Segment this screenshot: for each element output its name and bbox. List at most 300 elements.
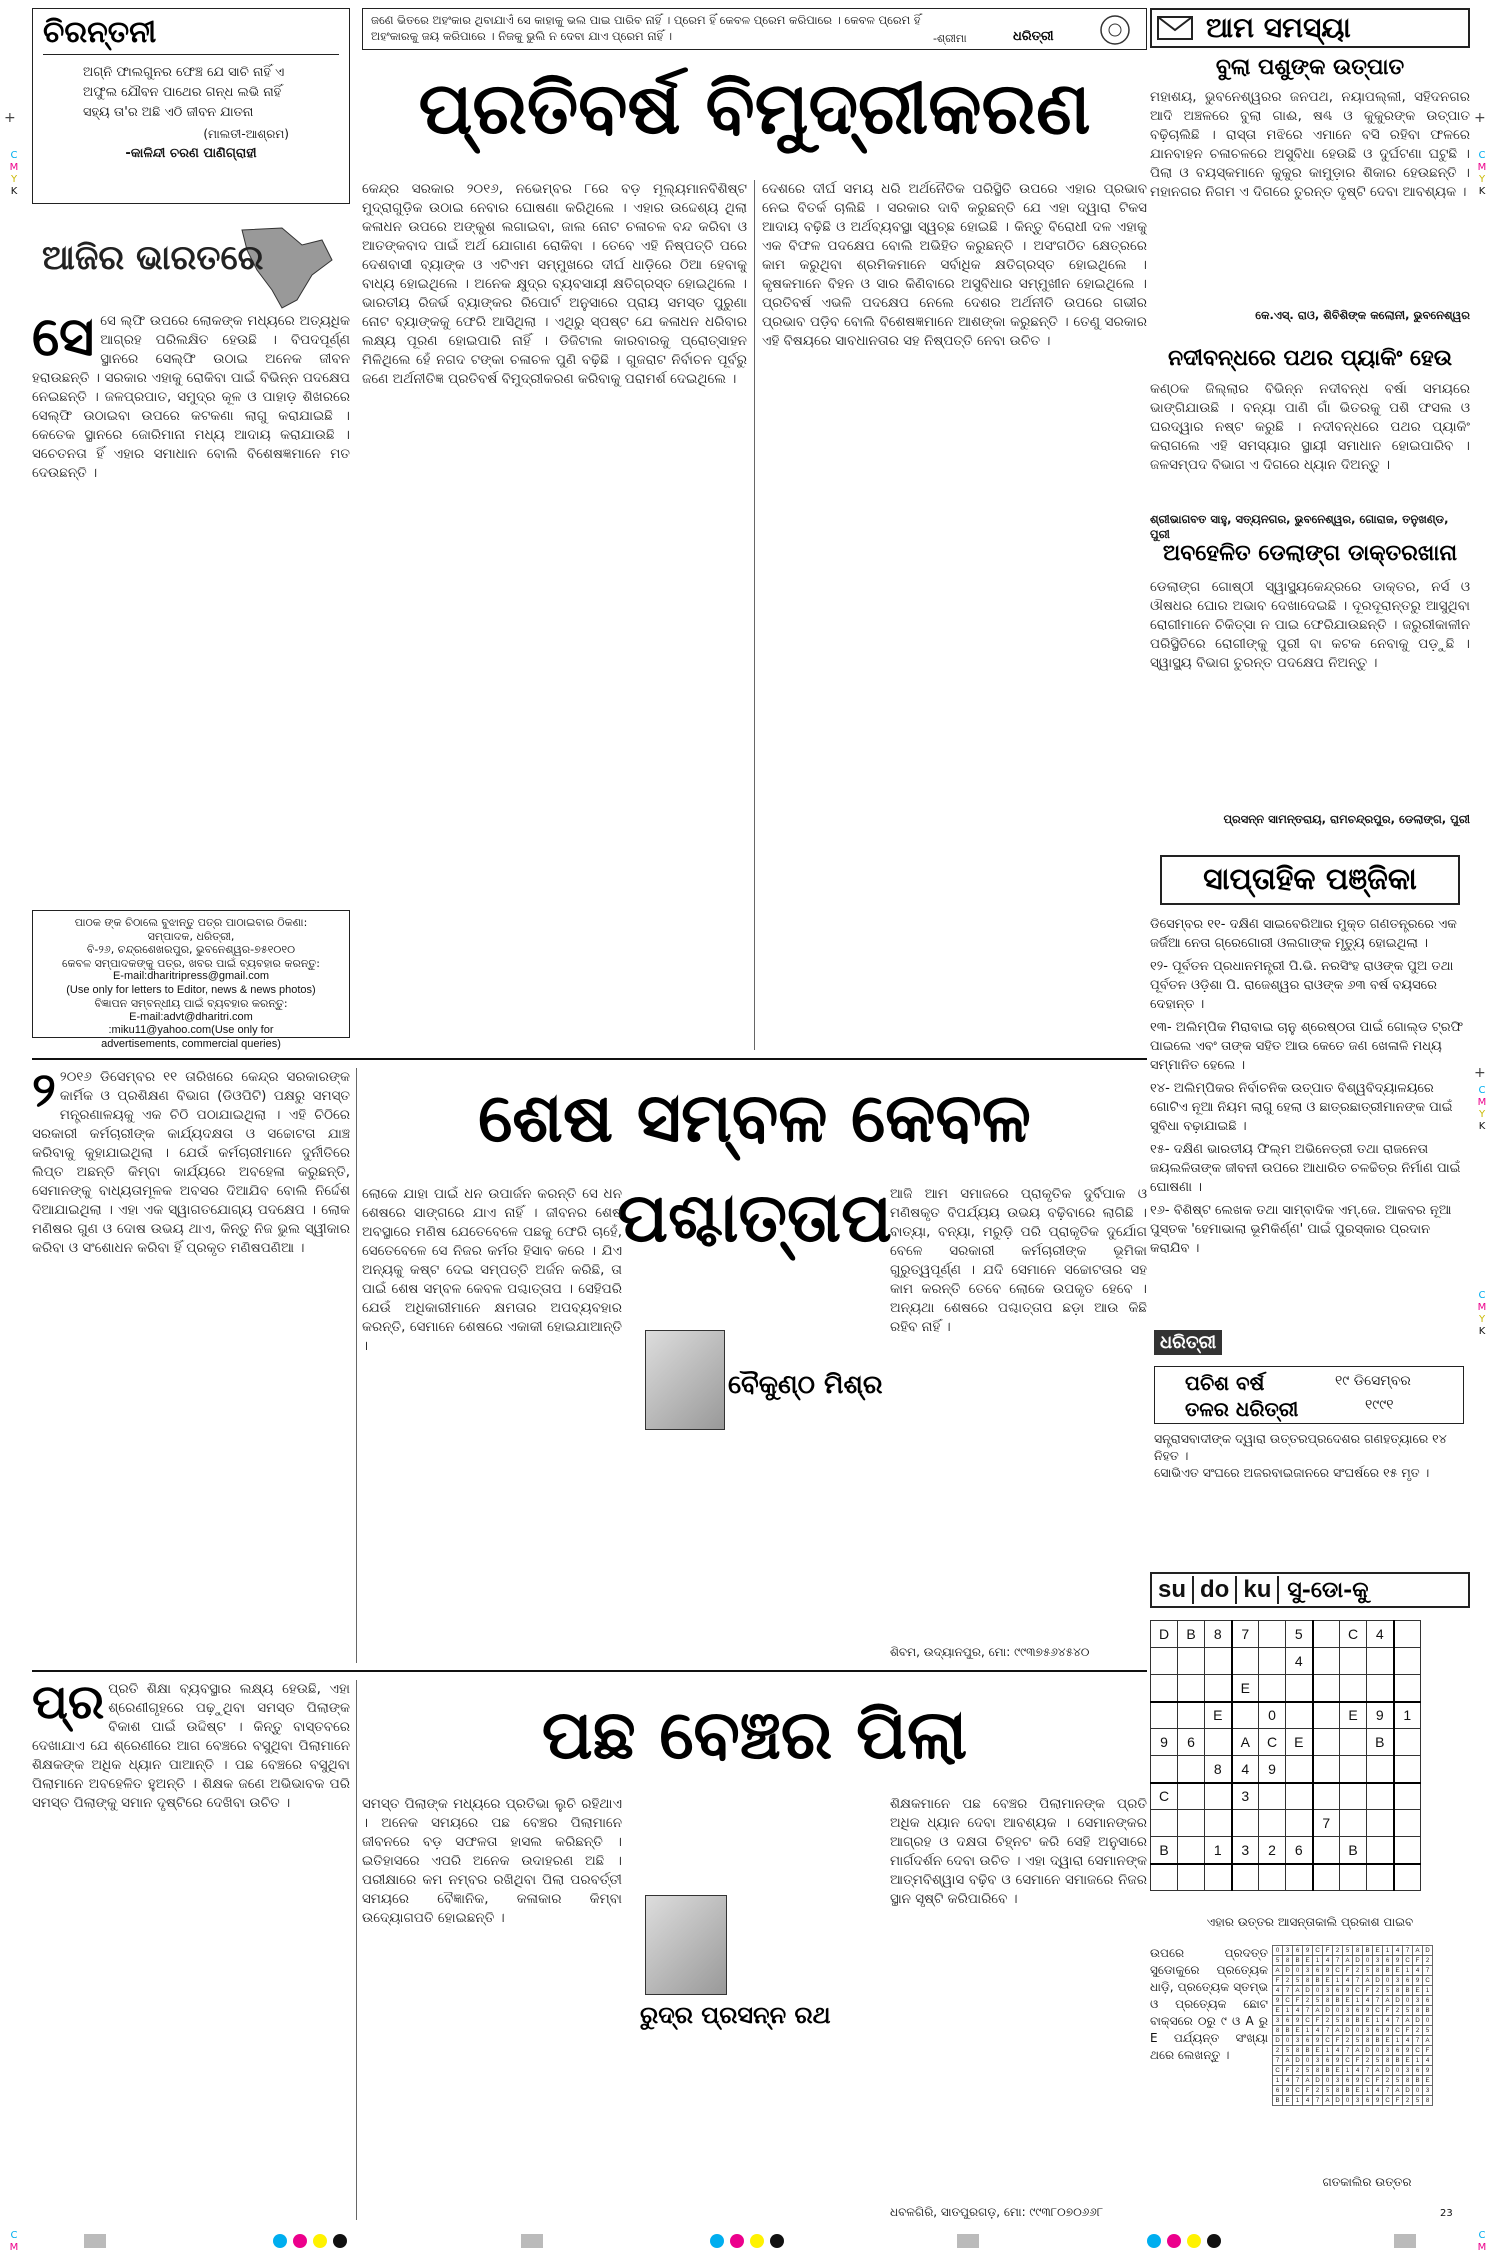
solution-cell: 1 [1313,1956,1323,1966]
solution-cell: 9 [1303,1946,1313,1956]
solution-cell: 4 [1413,1966,1423,1976]
solution-cell: 6 [1373,2026,1383,2036]
sudoku-row [1151,1702,1421,1729]
sudoku-grid-wrap [1150,1620,1421,1891]
solution-cell: 0 [1273,1946,1283,1956]
solution-cell: 5 [1363,1966,1373,1976]
solution-row [1273,2036,1433,2046]
solution-cell: E [1423,2076,1433,2086]
solution-cell: D [1393,1996,1403,2006]
sudoku-cell[interactable] [1151,1864,1178,1891]
sudoku-cell[interactable] [1313,1864,1340,1891]
sudoku-cell[interactable] [1394,1783,1421,1810]
solution-cell: C [1413,2046,1423,2056]
solution-cell: B [1423,2006,1433,2016]
pachisa-items [1154,1430,1464,1481]
yahoo-email-link[interactable]: :miku11@yahoo.com(Use only for [108,1024,274,1036]
sudoku-cell[interactable] [1340,1729,1367,1756]
sudoku-cell[interactable]: C [1340,1621,1367,1648]
sudoku-cell[interactable]: 4 [1367,1621,1394,1648]
sudoku-cell[interactable]: 9 [1367,1702,1394,1729]
solution-cell: C [1333,1966,1343,1976]
solution-cell: 7 [1393,2016,1403,2026]
chirantani-box [32,8,350,204]
solution-cell: 6 [1393,2046,1403,2056]
solution-cell: 4 [1393,1946,1403,1956]
sudoku-cell[interactable]: E [1340,1702,1367,1729]
color-registration-mark: C M Y K [1477,1085,1487,1132]
solution-cell: E [1293,2026,1303,2036]
color-registration-mark: C M [1477,2230,1487,2253]
aajibharat-article [32,312,350,892]
solution-cell: 7 [1273,2056,1283,2066]
solution-cell: C [1293,2086,1303,2096]
sudoku-cell[interactable]: 3 [1232,1837,1259,1864]
sudoku-cell[interactable] [1367,1675,1394,1702]
solution-cell: 9 [1403,2046,1413,2056]
solution-cell: 4 [1273,1986,1283,1996]
solution-cell: F [1283,2066,1293,2076]
sudoku-cell[interactable]: D [1151,1621,1178,1648]
crop-mark: + [1474,1065,1486,1081]
solution-row [1273,1946,1433,1956]
solution-cell: 6 [1363,2096,1373,2106]
sudoku-instructions: ଉପରେ ପ୍ରଦତ୍ତ ସୁଡୋକୁରେ ପ୍ରତ୍ୟେକ ଧାଡ଼ି, ପ୍ରତ୍ୟେକ ସ୍ତମ୍ଭ ଓ ପ୍ରତ୍ୟେକ ଛୋଟ ବାକ୍ସରେ ୦ରୁ ୯ ଓ A ରୁ E ପର୍ଯ୍ୟନ୍ତ ସଂଖ୍ୟା ଥରେ ଲେଖନ୍ତୁ । [1150,1946,1268,2062]
sudoku-cell[interactable]: B [1178,1621,1205,1648]
chirantani-poet: -କାଳିନ୍ଦୀ ଚରଣ ପାଣିଗ୍ରାହୀ [125,146,257,161]
solution-cell: C [1423,1976,1433,1986]
sudoku-cell[interactable] [1232,1648,1259,1675]
sudoku-cell[interactable] [1313,1702,1340,1729]
sudoku-cell[interactable] [1286,1675,1313,1702]
solution-cell: B [1373,2036,1383,2046]
sudoku-cell[interactable] [1340,1783,1367,1810]
sudoku-row [1151,1621,1421,1648]
solution-cell: 1 [1273,2076,1283,2086]
aajibharat-logo-block [32,220,350,310]
solution-cell: 4 [1403,2036,1413,2046]
column-divider [356,1068,357,1663]
solution-cell: 6 [1273,2086,1283,2096]
sudoku-cell[interactable] [1313,1621,1340,1648]
sudoku-cell[interactable] [1394,1621,1421,1648]
solution-cell: E [1373,1946,1383,1956]
solution-cell: F [1373,2076,1383,2086]
solution-cell: C [1353,1986,1363,1996]
sudoku-cell[interactable] [1259,1783,1286,1810]
editorial2-col1 [32,1068,350,1663]
sudoku-note: ଏହାର ଉତ୍ତର ଆସନ୍ତାକାଲି ପ୍ରକାଶ ପାଇବ [1206,1915,1414,1929]
sudoku-cell[interactable]: B [1151,1837,1178,1864]
drop-cap: ପ୍ର [32,1680,105,1730]
sudoku-cell[interactable] [1394,1837,1421,1864]
solution-cell: 1 [1283,2006,1293,2016]
sudoku-cell[interactable] [1205,1648,1232,1675]
sudoku-cell[interactable] [1394,1756,1421,1783]
author-photo [645,1330,725,1430]
sudoku-cell[interactable] [1259,1675,1286,1702]
solution-cell: D [1413,2016,1423,2026]
sudoku-cell[interactable] [1394,1810,1421,1837]
solution-cell: A [1393,2086,1403,2096]
pachisa-item: ସୋଭିଏତ ସଂଘରେ ଅଜରବାଇଜାନରେ ସଂଘର୍ଷରେ ୧୫ ମୃତ । [1154,1465,1430,1480]
sudoku-cell[interactable] [1151,1756,1178,1783]
aajibharat-body: ସେ ଲ୍ଫି ଉପରେ ଲୋକଙ୍କ ମଧ୍ୟରେ ଅତ୍ୟଧିକ ଆଗ୍ରହ ପରିଲକ୍ଷିତ ହେଉଛି । ବିପଦପୂର୍ଣ୍ଣ ସ୍ଥାନରେ ସେଲ୍ଫି ଉଠାଇ ଅନେକ ଜୀବନ ହରାଉଛନ୍ତି । ସରକାର ଏହାକୁ ରୋକିବା ପାଇଁ ବିଭିନ୍ନ ପଦକ୍ଷେପ ନେଇଛନ୍ତି । ଜଳପ୍ରପାତ, ସମୁଦ୍ର କୂଳ ଓ ପାହାଡ଼ ଶିଖରରେ ସେଲ୍ଫି ଉଠାଇବା ଉପରେ କଟକଣା ଲାଗୁ କରାଯାଇଛି । କେତେକ ସ୍ଥାନରେ ଜୋରିମାନା ମଧ୍ୟ ଆଦାୟ କରାଯାଉଛି । ସଚେତନତା ହିଁ ଏହାର ସମାଧାନ ବୋଲି ବିଶେଷଜ୍ଞମାନେ ମତ ଦେଉଛନ୍ତି । [32,313,350,481]
sudoku-cell[interactable]: 7 [1232,1621,1259,1648]
header-quote-box [362,8,1147,50]
solution-cell: 8 [1393,1986,1403,1996]
weekly-item: ୧୨- ପୂର୍ବତନ ପ୍ରଧାନମନ୍ତ୍ରୀ ପି.ଭି. ନରସିଂହ ରାଓଙ୍କ ପୁଅ ତଥା ପୂର୍ବତନ ଓଡ଼ିଶା ପି. ରାଜେଶ୍ୱର ରାଓଙ୍କ ୬୩ ବର୍ଷ ବୟସରେ ଦେହାନ୍ତ । [1150,959,1454,1012]
solution-cell: F [1403,2026,1413,2036]
sudoku-cell[interactable] [1151,1810,1178,1837]
solution-cell: 2 [1363,2056,1373,2066]
solution-cell: 0 [1423,2016,1433,2026]
pachisa-title-box [1154,1366,1464,1424]
sudoku-cell[interactable]: 9 [1151,1729,1178,1756]
sudoku-cell[interactable] [1286,1810,1313,1837]
solution-cell: 4 [1373,2086,1383,2096]
sudoku-cell[interactable]: E [1286,1729,1313,1756]
solution-cell: E [1363,2016,1373,2026]
sudoku-solution-grid [1272,1945,1433,2106]
sudoku-cell[interactable]: E [1232,1675,1259,1702]
contact-line: ସମ୍ପାଦକ, ଧରିତ୍ରୀ, [147,929,235,943]
sudoku-cell[interactable]: 9 [1259,1756,1286,1783]
solution-cell: 2 [1383,2076,1393,2086]
solution-cell: 8 [1273,2026,1283,2036]
sudoku-cell[interactable] [1394,1648,1421,1675]
solution-cell: 8 [1403,2076,1413,2086]
sudoku-cell[interactable] [1178,1810,1205,1837]
solution-cell: D [1343,2026,1353,2036]
editorial3-col1-text: ପ୍ରତି ଶିକ୍ଷା ବ୍ୟବସ୍ଥାର ଲକ୍ଷ୍ୟ ହେଉଛି, ଏହା ଶ୍ରେଣୀଗୃହରେ ପଢ଼ୁଥିବା ସମସ୍ତ ପିଲାଙ୍କ ବିକାଶ ପାଇଁ ଉଦ୍ଦିଷ୍ଟ । କିନ୍ତୁ ବାସ୍ତବରେ ଦେଖାଯାଏ ଯେ ଶ୍ରେଣୀରେ ଆଗ ବେଞ୍ଚରେ ବସୁଥିବା ପିଲାମାନେ ଶିକ୍ଷକଙ୍କ ଅଧିକ ଧ୍ୟାନ ପାଆନ୍ତି । ପଛ ବେଞ୍ଚରେ ବସୁଥିବା ପିଲାମାନେ ଅବହେଳିତ ହୁଅନ୍ତି । ଶିକ୍ଷକ ଜଣେ ଅଭିଭାବକ ପରି ସମସ୍ତ ପିଲାଙ୍କୁ ସମାନ ଦୃଷ୍ଟିରେ ଦେଖିବା ଉଚିତ । [32,1681,350,1811]
crop-mark: + [4,110,16,126]
solution-cell: 3 [1403,2066,1413,2076]
solution-cell: A [1383,1996,1393,2006]
solution-cell: 3 [1343,2006,1353,2016]
solution-cell: 2 [1343,2036,1353,2046]
sudoku-cell[interactable]: 3 [1232,1783,1259,1810]
chirantani-poem: ଅଗ୍ନି ଫାଲଗୁନର ଫେଞ୍ଚ ଯେ ସାଚି ନାହିଁ ଏ ଅଫୁଲ ଯୌବନ ପାଥେର ଗନ୍ଧ ଲଭି ନାହିଁ ସହ୍ୟ ତା'ର ଅଛି ଏଠି ଜୀବନ ଯାତନା [83,65,285,120]
solution-cell: C [1373,2006,1383,2016]
sudoku-cell[interactable] [1232,1810,1259,1837]
sudoku-cell[interactable] [1259,1810,1286,1837]
solution-cell: 4 [1423,2056,1433,2066]
sudoku-cell[interactable] [1313,1729,1340,1756]
sudoku-title-part: ku [1237,1576,1279,1604]
solution-cell: D [1273,2036,1283,2046]
solution-cell: 6 [1333,1986,1343,1996]
solution-cell: 8 [1363,2036,1373,2046]
sudoku-cell[interactable]: 8 [1205,1621,1232,1648]
solution-row [1273,1976,1433,1986]
sudoku-cell[interactable]: 1 [1205,1837,1232,1864]
solution-row [1273,1956,1433,1966]
sudoku-cell[interactable] [1340,1756,1367,1783]
pachisa-label: ପଚିଶ ବର୍ଷ [1185,1371,1265,1395]
solution-cell: 3 [1333,2076,1343,2086]
sudoku-cell[interactable] [1178,1675,1205,1702]
sudoku-cell[interactable] [1367,1837,1394,1864]
pachisa-date: ୧୯୯୧ [1365,1397,1394,1413]
sudoku-cell[interactable]: 7 [1313,1810,1340,1837]
solution-cell: D [1363,2046,1373,2056]
sudoku-cell[interactable] [1340,1675,1367,1702]
solution-cell: B [1323,2066,1333,2076]
solution-row [1273,2056,1433,2066]
sudoku-cell[interactable] [1178,1837,1205,1864]
solution-cell: 6 [1423,1996,1433,2006]
solution-cell: D [1323,2006,1333,2016]
contact-box [32,910,350,1050]
solution-cell: A [1333,2026,1343,2036]
solution-cell: B [1413,2076,1423,2086]
pachisa-barsha-block [1150,1330,1470,1480]
sudoku-cell[interactable] [1313,1783,1340,1810]
solution-cell: 0 [1403,1996,1413,2006]
sudoku-cell[interactable] [1313,1648,1340,1675]
sudoku-cell[interactable] [1151,1702,1178,1729]
sudoku-cell[interactable] [1178,1648,1205,1675]
solution-cell: F [1333,2036,1343,2046]
solution-cell: C [1283,1996,1293,2006]
advt-email-link[interactable]: E-mail:advt@dharitri.com [129,1010,253,1023]
editorial3-col3: ଶିକ୍ଷକମାନେ ପଛ ବେଞ୍ଚର ପିଲାମାନଙ୍କ ପ୍ରତି ଅଧିକ ଧ୍ୟାନ ଦେବା ଆବଶ୍ୟକ । ସେମାନଙ୍କର ଆଗ୍ରହ ଓ ଦକ୍ଷତା ଚିହ୍ନଟ କରି ସେହି ଅନୁସାରେ ମାର୍ଗଦର୍ଶନ ଦେବା ଉଚିତ । ଏହା ଦ୍ୱାରା ସେମାନଙ୍କ ଆତ୍ମବିଶ୍ୱାସ ବଢ଼ିବ ଓ ସେମାନେ ସମାଜରେ ନିଜର ସ୍ଥାନ ସୃଷ୍ଟି କରିପାରିବେ । [890,1796,1147,1907]
solution-cell: 1 [1333,1976,1343,1986]
sudoku-cell[interactable]: 4 [1232,1756,1259,1783]
sudoku-cell[interactable]: 8 [1205,1756,1232,1783]
sudoku-cell[interactable] [1286,1783,1313,1810]
sudoku-cell[interactable] [1178,1864,1205,1891]
solution-cell: 1 [1393,2036,1403,2046]
solution-cell: 4 [1363,1996,1373,2006]
solution-cell: 4 [1323,1956,1333,1966]
solution-cell: A [1373,2066,1383,2076]
solution-cell: 5 [1313,1996,1323,2006]
sudoku-cell[interactable]: A [1232,1729,1259,1756]
sudoku-cell[interactable] [1367,1648,1394,1675]
sudoku-cell[interactable]: B [1340,1837,1367,1864]
editorial-headline-1: ପ୍ରତିବର୍ଷ ବିମୁଦ୍ରୀକରଣ [418,65,1091,150]
sudoku-cell[interactable] [1313,1756,1340,1783]
solution-cell: F [1343,1966,1353,1976]
drop-cap: ୨ [32,1068,56,1118]
sudoku-cell[interactable] [1367,1810,1394,1837]
sudoku-cell[interactable] [1178,1783,1205,1810]
solution-row [1273,2086,1433,2096]
solution-cell: 7 [1283,1986,1293,1996]
solution-cell: 4 [1313,2026,1323,2036]
solution-cell: A [1283,2056,1293,2066]
solution-cell: 7 [1313,2096,1323,2106]
solution-cell: 9 [1353,2076,1363,2086]
contact-line: ବିଜ୍ଞାପନ ସମ୍ବନ୍ଧୀୟ ପାଇଁ ବ୍ୟବହାର କରନ୍ତୁ: [94,997,288,1010]
sudoku-cell[interactable]: 2 [1259,1837,1286,1864]
sudoku-solution-label: ଗତକାଲିର ଉତ୍ତର [1322,2175,1412,2189]
sudoku-cell[interactable] [1205,1675,1232,1702]
solution-cell: 1 [1303,2026,1313,2036]
sudoku-cell[interactable] [1367,1864,1394,1891]
solution-row [1273,1986,1433,1996]
solution-cell: 8 [1353,1946,1363,1956]
contact-note: (Use only for letters to Editor, news & news photos) [66,983,316,996]
sudoku-cell[interactable]: 0 [1259,1702,1286,1729]
solution-cell: 0 [1413,2086,1423,2096]
solution-cell: 5 [1293,1976,1303,1986]
editorial3-author: ରୁଦ୍ର ପ୍ରସନ୍ନ ରଥ [640,2000,831,2029]
color-registration-mark: C M Y K [1477,1290,1487,1337]
sudoku-grid[interactable] [1150,1620,1421,1891]
solution-cell: 7 [1363,2066,1373,2076]
sudoku-cell[interactable] [1178,1756,1205,1783]
aama-samasya-title: ଆମ ସମସ୍ୟା [1206,11,1351,44]
solution-cell: 0 [1343,2096,1353,2106]
sudoku-cell[interactable] [1286,1864,1313,1891]
sudoku-cell[interactable]: B [1367,1729,1394,1756]
solution-cell: 8 [1373,1966,1383,1976]
sudoku-cell[interactable]: C [1259,1729,1286,1756]
solution-cell: 6 [1323,2056,1333,2066]
solution-row [1273,2046,1433,2056]
sudoku-cell[interactable] [1313,1675,1340,1702]
solution-cell: 2 [1423,1956,1433,1966]
solution-cell: 5 [1383,1986,1393,1996]
solution-row [1273,2016,1433,2026]
solution-cell: 2 [1393,2006,1403,2016]
sudoku-cell[interactable]: 6 [1178,1729,1205,1756]
solution-cell: 3 [1353,2096,1363,2106]
solution-cell: 6 [1353,2006,1363,2016]
contact-line: ବି-୨୬, ଚନ୍ଦ୍ରଶେଖରପୁର, ଭୁବନେଶ୍ୱର-୭୫୧୦୧୦ [86,943,296,956]
solution-cell: 7 [1333,1956,1343,1966]
sudoku-cell[interactable] [1340,1864,1367,1891]
solution-cell: E [1413,1986,1423,1996]
sudoku-cell[interactable] [1286,1702,1313,1729]
sudoku-cell[interactable] [1340,1810,1367,1837]
sudoku-cell[interactable] [1205,1783,1232,1810]
solution-cell: 2 [1313,2086,1323,2096]
envelope-icon [1156,13,1196,43]
solution-cell: 3 [1313,2056,1323,2066]
sudoku-cell[interactable] [1394,1729,1421,1756]
solution-cell: D [1293,2056,1303,2066]
contact-line: ପାଠକ ଙ୍କ ଚିଠାଲେ ବୁଝାନ୍ତୁ ପତ୍ର ପାଠାଇବାର ଠିକଣା: [74,916,308,929]
sudoku-row [1151,1864,1421,1891]
solution-cell: F [1273,1976,1283,1986]
sudoku-cell[interactable] [1286,1756,1313,1783]
solution-cell: A [1303,2076,1313,2086]
solution-cell: 3 [1283,1946,1293,1956]
solution-cell: 2 [1273,2046,1283,2056]
sudoku-cell[interactable] [1367,1783,1394,1810]
sudoku-cell[interactable] [1151,1675,1178,1702]
sudoku-cell[interactable] [1394,1675,1421,1702]
editor-email-link[interactable]: E-mail:dharitripress@gmail.com [112,970,270,982]
color-registration-mark: C M [9,2230,19,2253]
solution-cell: 8 [1323,1996,1333,2006]
solution-cell: F [1293,1996,1303,2006]
solution-cell: A [1293,1986,1303,1996]
sudoku-cell[interactable] [1205,1810,1232,1837]
sudoku-row [1151,1648,1421,1675]
sudoku-cell[interactable] [1394,1864,1421,1891]
sudoku-cell[interactable] [1178,1702,1205,1729]
sudoku-cell[interactable]: 4 [1286,1648,1313,1675]
sudoku-cell[interactable]: E [1205,1702,1232,1729]
solution-cell: 7 [1373,1996,1383,2006]
solution-cell: A [1363,1976,1373,1986]
solution-cell: B [1313,1976,1323,1986]
contact-note: advertisements, commercial queries) [101,1037,281,1050]
editorial2-col1-text: ୨୦୧୬ ଡିସେମ୍ବର ୧୧ ତାରିଖରେ କେନ୍ଦ୍ର ସରକାରଙ୍କ କାର୍ମିକ ଓ ପ୍ରଶିକ୍ଷଣ ବିଭାଗ (ଡିଓପିଟି) ପକ୍ଷରୁ ସମସ୍ତ ମନ୍ତ୍ରଣାଳୟକୁ ଏକ ଚିଠି ପଠାଯାଇଥିଲା । ଏହି ଚିଠିରେ ସରକାରୀ କର୍ମଚାରୀଙ୍କ କାର୍ଯ୍ୟଦକ୍ଷତା ଓ ସଚ୍ଚୋଟତା ଯାଞ୍ଚ କରିବାକୁ କୁହାଯାଇଥିଲା । ଯେଉଁ କର୍ମଚାରୀମାନେ ଦୁର୍ନୀତିରେ ଲିପ୍ତ ଅଛନ୍ତି କିମ୍ବା କାର୍ଯ୍ୟରେ ଅବହେଳା କରୁଛନ୍ତି, ସେମାନଙ୍କୁ ବାଧ୍ୟତାମୂଳକ ଅବସର ଦିଆଯିବ ବୋଲି ନିର୍ଦ୍ଦେଶ ଦିଆଯାଇଥିଲା । ଏହା ଏକ ସ୍ୱାଗତଯୋଗ୍ୟ ପଦକ୍ଷେପ । ଲୋକ ମଣିଷର ଗୁଣ ଓ ଦୋଷ ଉଭୟ ଥାଏ, କିନ୍ତୁ ନିଜ ଭୁଲ ସ୍ୱୀକାର କରିବା ଓ ସଂଶୋଧନ କରିବା ହିଁ ପ୍ରକୃତ ମଣିଷପଣିଆ । [32,1069,350,1256]
solution-cell: D [1313,2076,1323,2086]
color-registration-mark: C M Y K [9,150,19,197]
weekly-item: ୧୪- ଅଲିମ୍ପିକର ନିର୍ବାଚନିକ ଉତ୍ପାତ ବିଶ୍ୱବିଦ୍ୟାଳୟରେ ଗୋଟିଏ ନୂଆ ନିୟମ ଲାଗୁ ହେଲା ଓ ଛାତ୍ରଛାତ୍ରୀମାନଙ୍କ ପାଇଁ ସୁବିଧା ବଢ଼ାଯାଇଛି । [1150,1081,1453,1134]
letter-heading: ଅବହେଳିତ ଡେଲାଙ୍ଗ ଡାକ୍ତରଖାନା [1162,540,1458,566]
solution-cell: 5 [1273,1956,1283,1966]
sudoku-cell[interactable]: 1 [1394,1702,1421,1729]
page-number: 23 [1440,2208,1453,2219]
solution-cell: 6 [1283,2016,1293,2026]
color-swatch-group [957,2233,979,2252]
solution-cell: 1 [1293,2096,1303,2106]
solution-cell: F [1383,2006,1393,2016]
solution-cell: 1 [1363,2086,1373,2096]
sudoku-cell[interactable]: C [1151,1783,1178,1810]
solution-cell: F [1353,2056,1363,2066]
sudoku-cell[interactable] [1151,1648,1178,1675]
solution-cell: C [1323,2036,1333,2046]
sudoku-cell[interactable] [1313,1837,1340,1864]
section-rule [32,1670,1147,1672]
sudoku-cell[interactable] [1367,1756,1394,1783]
solution-cell: E [1283,2096,1293,2106]
header-quote-author: -ଶ୍ରୀମା [933,32,967,45]
solution-cell: 6 [1303,2036,1313,2046]
sudoku-cell[interactable] [1259,1648,1286,1675]
solution-cell: 4 [1353,2066,1363,2076]
sudoku-cell[interactable] [1205,1864,1232,1891]
solution-cell: 2 [1373,1986,1383,1996]
aajibharat-logo: ଆଜିର ଭାରତରେ [42,238,264,278]
solution-cell: A [1403,2016,1413,2026]
solution-cell: 6 [1343,2076,1353,2086]
solution-cell: 6 [1413,2066,1423,2076]
sudoku-cell[interactable]: 6 [1286,1837,1313,1864]
solution-cell: B [1343,2086,1353,2096]
solution-cell: F [1423,2046,1433,2056]
solution-cell: A [1343,1956,1353,1966]
sudoku-cell[interactable] [1232,1864,1259,1891]
sudoku-cell[interactable] [1259,1864,1286,1891]
sudoku-cell[interactable] [1205,1729,1232,1756]
solution-cell: B [1333,1996,1343,2006]
color-bar [0,2232,1500,2252]
sudoku-cell[interactable]: 5 [1286,1621,1313,1648]
solution-cell: 3 [1393,1976,1403,1986]
sudoku-cell[interactable] [1340,1648,1367,1675]
sudoku-cell[interactable] [1259,1621,1286,1648]
solution-cell: E [1303,1956,1313,1966]
sudoku-title-bar [1150,1572,1470,1608]
solution-cell: B [1353,2016,1363,2026]
sudoku-cell[interactable] [1232,1702,1259,1729]
solution-cell: 3 [1373,1956,1383,1966]
column-divider [754,180,755,1050]
solution-cell: 0 [1283,2036,1293,2046]
solution-cell: 8 [1423,2096,1433,2106]
solution-cell: 0 [1383,1976,1393,1986]
